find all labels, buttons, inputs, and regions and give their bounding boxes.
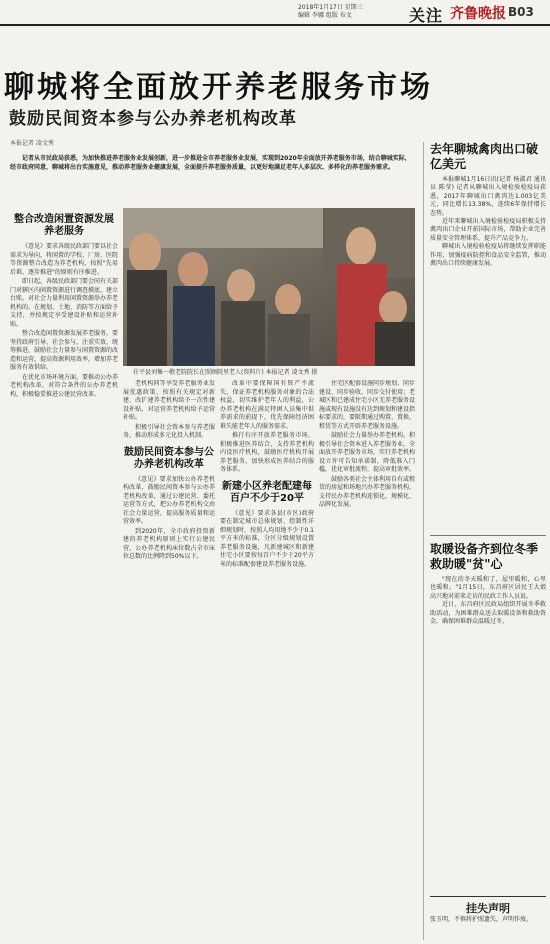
page-number: B03	[508, 5, 534, 19]
column1-paragraph: 整合改造闲置资源发展养老服务，要坚持政府引导、社会参与，注重实效，统筹推进，鼓励社会力量参与闲置资源的改造和运营，提高资源利用效率，增加养老服务有效供给。	[10, 330, 118, 371]
sidebar-story-heating	[430, 542, 546, 626]
sidebar-story1-paragraph: 聊城出入境检验检疫局将继续发挥职能作用，加强疫病防控和食品安全监管，推动禽肉出口持续健康发展。	[430, 243, 546, 268]
column1-subheading: 整合改造闲置资源发展养老服务	[14, 214, 114, 237]
headline: 聊城将全面放开养老服务市场	[4, 70, 433, 105]
article-column-1	[10, 208, 118, 938]
masthead	[0, 0, 550, 26]
sidebar-story1-byline: 本报聊城1月16日讯(记者 杨淑君 通讯员 陈莹) 记者从聊城出入境检验检疫局获悉，2017年聊城出口禽肉达1.003亿美元，同比增长13.38%，连续6年保持增长态势。	[430, 176, 546, 217]
sidebar-divider	[430, 535, 546, 536]
lead-paragraph: 记者从市民政局获悉，为加快推进养老服务业发展创新，进一步推进全市养老服务业发展，实现到2020年全面放开养老服务市场，结合聊城实际，经市政府同意，聊城将出台实施意见，推动养老服务业健康发展，全面提升养老服务质量，以更好地满足老年人多层次、多样化的养老服务需求。	[10, 155, 411, 171]
column3-paragraph: 改革中要保障国有资产不流失，保证养老机构服务对象的合法权益，切实维护老年人的利益，公办养老机构在满足特困人员集中供养需求的前提下，优先保障经济困难失能老年人的服务需求。	[220, 380, 314, 430]
sidebar-story1-paragraph: 近年来聊城出入境检验检疫局积极支持禽肉出口企业开拓国际市场，帮助企业完善质量安全管理体系，提升产品竞争力。	[430, 218, 546, 242]
lost-notice	[430, 896, 546, 924]
column1-paragraph: 《意见》要求各级民政部门要以社会需求为导向，将闲置的学校、厂房、医院等资源整合改造为养老机构，按照"先易后难、逐步推进"的原则有序推进。	[10, 243, 118, 276]
sidebar-story1-body	[430, 176, 546, 268]
masthead-editor: 编辑 李娜 组版 布文	[298, 12, 352, 19]
column2-paragraph: 积极引导社会资本参与养老服务，推动形成多元化投入机制。	[123, 423, 215, 439]
sidebar-story2-title: 取暖设备齐到位冬季救助暖"贫"心	[430, 542, 539, 571]
notice-title: 挂失声明	[430, 896, 546, 916]
column4-paragraph: 住宅区配套设施同步规划、同步建设、同步验收、同步交付使用；老城区和已建成住宅小区无养老服务设施或现有设施没有达到规划和建设指标要求的，要限期通过购置、置换、租赁等方式开辟养老服务设施。	[319, 380, 415, 430]
sidebar-story1-title: 去年聊城禽肉出口破亿美元	[430, 142, 539, 171]
sidebar-story2-body	[430, 576, 546, 626]
newspaper-logo: 齐鲁晚报	[450, 6, 506, 22]
column2-subheading: 鼓励民间资本参与公办养老机构改革	[124, 446, 214, 470]
sidebar-story2-paragraph: "现在的冬天暖和了，屋里暖和，心里也暖和。"1月15日，东昌府区居民王大娘高兴地对前来走访的民政工作人员说。	[430, 576, 546, 600]
photo-elderly-residents	[123, 208, 415, 366]
column3-paragraph: 《意见》要求各县(市区)政府要在制定城市总体规划、控制性详细规划时，按照人均用地不少于0.1平方米的标准，分区分级规划设置养老服务设施，凡新建城区和新建住宅小区要按每百户不少于20平方米的标准配套建设养老服务设施。	[220, 509, 314, 568]
column-divider	[423, 142, 424, 940]
column3-subheading: 新建小区养老配建每百户不少于20平	[222, 480, 312, 504]
column3-paragraph: 推行有序开放养老服务市场，积极推进医养结合，支持养老机构内设医疗机构，鼓励医疗机构开展养老服务，加快形成医养结合的服务体系。	[220, 432, 314, 473]
column4-paragraph: 鼓励社会力量举办养老机构，积极引导社会资本进入养老服务业，全面放开养老服务市场，实行养老机构设立许可告知承诺制，降低准入门槛，优化审批流程，提高审批效率。	[319, 432, 415, 473]
byline: 本报记者 凌文秀	[10, 140, 54, 147]
section-name: 关注	[409, 6, 444, 25]
column4-paragraph: 鼓励各类社会主体利用自有或租赁的房屋和场地兴办养老服务机构，支持民办养老机构连锁化、规模化、品牌化发展。	[319, 475, 415, 508]
news-photo	[123, 208, 415, 366]
article-column-4	[319, 380, 415, 938]
photo-caption: 茌平县刘集一敬老院院长在照顾院里老人(资料片) 本报记者 凌文秀 摄	[133, 369, 318, 376]
sidebar-story2-paragraph: 近日，东昌府区民政局组织开展冬季救助活动，为困难群众送去取暖设备和救助资金，确保困难群众温暖过冬。	[430, 601, 546, 626]
article-column-3	[220, 380, 314, 938]
column2-paragraph: 到2020年，全市政府投资新建的养老机构原则上实行公建民营，公办养老机构床位数占全市床位总数的比例降到50%以下。	[123, 527, 215, 560]
masthead-date: 2018年1月17日 星期三	[298, 4, 363, 11]
column2-paragraph: 老机构同等享受养老服务业发展优惠政策，按照有关规定对新建、改扩建养老机构给予一次性建设补贴，对运营养老机构给予运营补贴。	[123, 380, 215, 421]
notice-body: 张玉明，不慎将护照遗失，声明作废。	[430, 916, 533, 923]
sidebar-story-poultry	[430, 142, 546, 268]
column1-paragraph: 在优化市场环境方面，要推动公办养老机构改革，对符合条件的公办养老机构，积极稳妥推进公建民营改革。	[10, 373, 118, 398]
column1-paragraph: 即日起，各级民政部门要会同有关部门对辖区内闲置资源进行调查摸底，建立台账。对社会力量利用闲置资源举办养老机构的，在规划、土地、消防等方面给予支持，并按规定享受建设补贴和运营补贴。	[10, 278, 118, 328]
article-column-2	[123, 380, 215, 938]
subheadline: 鼓励民间资本参与公办养老机构改革	[9, 109, 297, 129]
column2-paragraph: 《意见》要求加快公办养老机构改革，鼓励民间资本参与公办养老机构改革，通过公建民营、委托运营等方式，把公办养老机构交由社会力量运营，提高服务质量和运营效率。	[123, 475, 215, 525]
